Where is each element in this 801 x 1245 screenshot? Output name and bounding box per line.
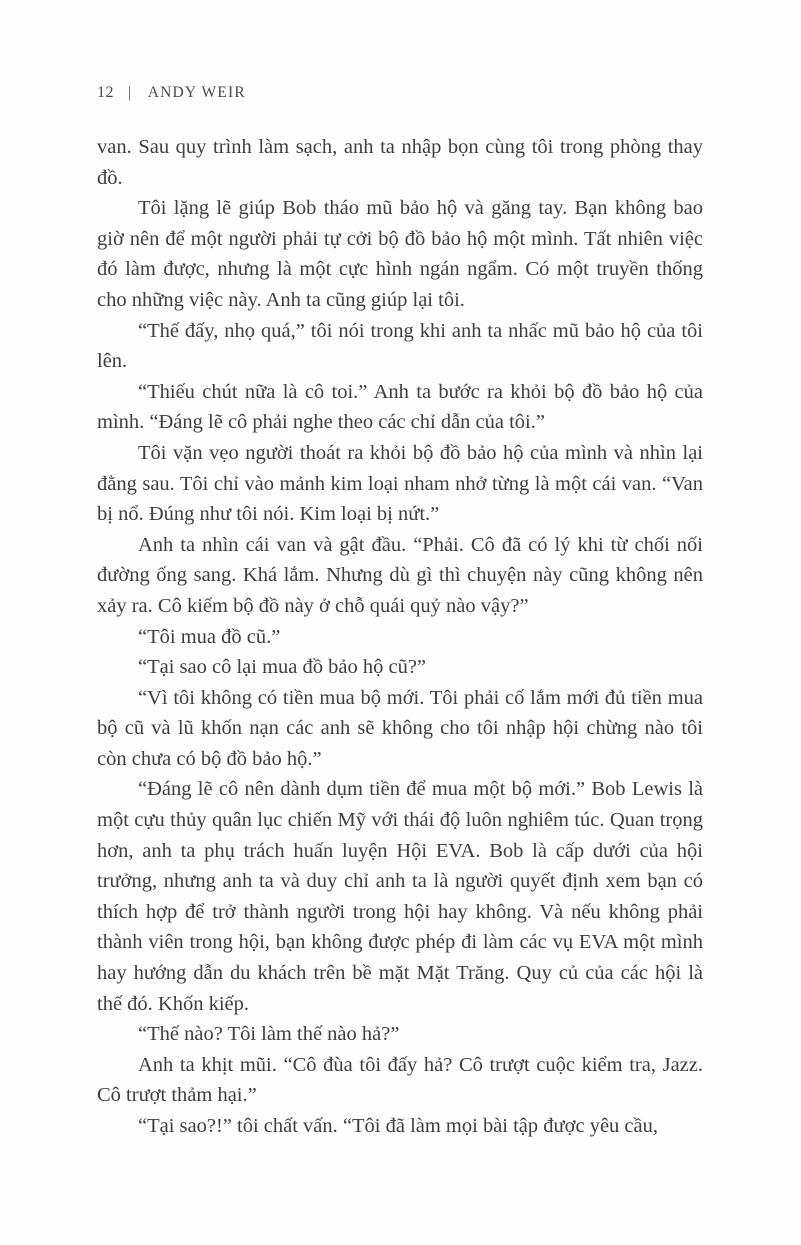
header-divider: | [128, 84, 132, 101]
page-body [97, 132, 703, 1142]
paragraph: Anh ta khịt mũi. “Cô đùa tôi đấy hả? Cô trượt cuộc kiểm tra, Jazz. Cô trượt thảm hại.” [97, 1053, 703, 1107]
paragraph: Tôi lặng lẽ giúp Bob tháo mũ bảo hộ và găng tay. Bạn không bao giờ nên để một người phải tự cởi bộ đồ bảo hộ một mình. Tất nhiên việc đó làm được, nhưng là một cực hình ngán ngẩm. Có một truyền thống cho những việc này. Anh ta cũng giúp lại tôi. [97, 197, 703, 311]
paragraph: Anh ta nhìn cái van và gật đầu. “Phải. Cô đã có lý khi từ chối nối đường ống sang. Khá lắm. Nhưng dù gì thì chuyện này cũng không nên xảy ra. Cô kiếm bộ đồ này ở chỗ quái quỷ nào vậy?” [97, 533, 703, 617]
paragraph: “Tại sao cô lại mua đồ bảo hộ cũ?” [138, 656, 427, 679]
paragraph: van. Sau quy trình làm sạch, anh ta nhập bọn cùng tôi trong phòng thay đồ. [97, 136, 703, 189]
paragraph: “Tại sao?!” tôi chất vấn. “Tôi đã làm mọi bài tập được yêu cầu, [138, 1115, 659, 1137]
paragraph: “Tôi mua đồ cũ.” [138, 625, 281, 648]
paragraph: “Thế nào? Tôi làm thế nào hả?” [138, 1023, 400, 1046]
paragraph: “Vì tôi không có tiền mua bộ mới. Tôi phải cố lắm mới đủ tiền mua bộ cũ và lũ khốn nạn các anh sẽ không cho tôi nhập hội chừng nào tôi còn chưa có bộ đồ bảo hộ.” [97, 686, 703, 770]
paragraph: “Thế đấy, nhọ quá,” tôi nói trong khi anh ta nhấc mũ bảo hộ của tôi lên. [97, 319, 703, 373]
running-title: ANDY WEIR [147, 84, 246, 101]
paragraph: “Thiếu chút nữa là cô toi.” Anh ta bước ra khỏi bộ đồ bảo hộ của mình. “Đáng lẽ cô phải nghe theo các chỉ dẫn của tôi.” [97, 380, 703, 434]
running-header [97, 84, 703, 102]
paragraph: “Đáng lẽ cô nên dành dụm tiền để mua một bộ mới.” Bob Lewis là một cựu thủy quân lục chiến Mỹ với thái độ luôn nghiêm túc. Quan trọng hơn, anh ta phụ trách huấn luyện Hội EVA. Bob là cấp dưới của hội trưởng, nhưng anh ta và duy chỉ anh ta là người quyết định xem bạn có thích hợp để trở thành người trong hội hay không. Và nếu không phải thành viên trong hội, bạn không được phép đi làm các vụ EVA một mình hay hướng dẫn du khách trên bề mặt Mặt Trăng. Quy củ của các hội là thế đó. Khốn kiếp. [97, 778, 703, 1015]
paragraph: Tôi vặn vẹo người thoát ra khỏi bộ đồ bảo hộ của mình và nhìn lại đằng sau. Tôi chỉ vào mảnh kim loại nham nhở từng là một cái van. “Van bị nổ. Đúng như tôi nói. Kim loại bị nứt.” [97, 441, 703, 526]
page-number: 12 [97, 84, 114, 101]
